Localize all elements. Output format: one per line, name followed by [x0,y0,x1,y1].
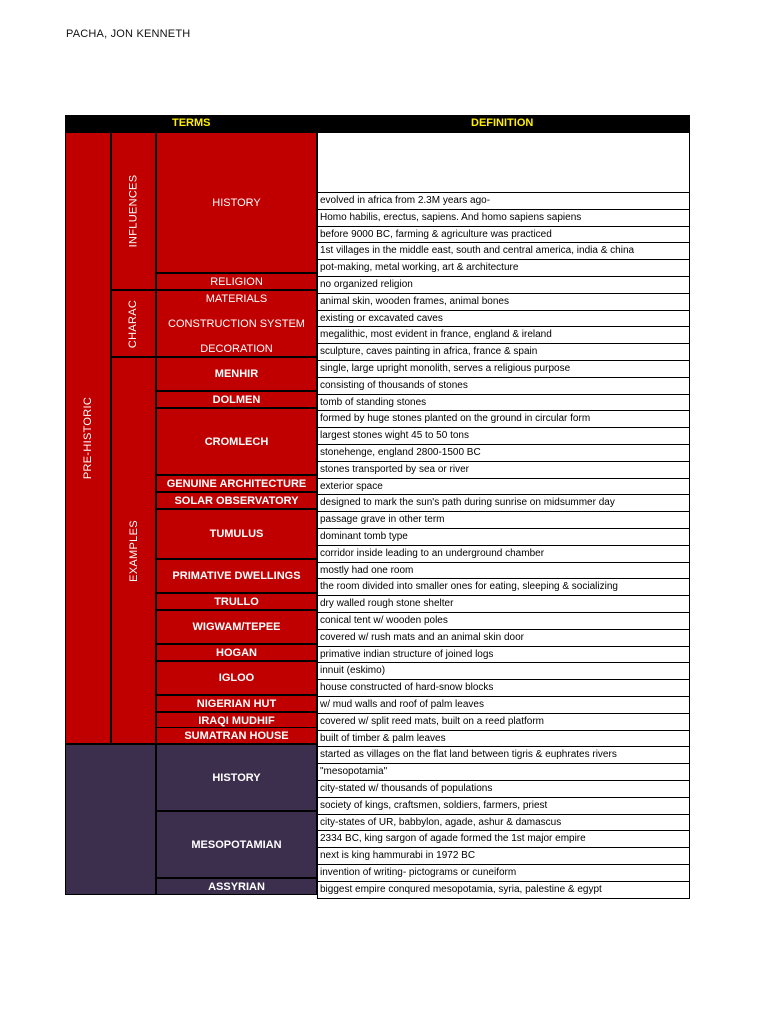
section-influences [111,132,156,290]
term-primative-dwellings [156,559,317,593]
definition-row: single, large upright monolith, serves a religious purpose [317,360,690,378]
term-assyrian-label: ASSYRIAN [208,880,265,893]
definition-row: primative indian structure of joined logs [317,646,690,664]
table-header [65,115,690,132]
definition-row: formed by huge stones planted on the ground in circular form [317,410,690,428]
definition-row: corridor inside leading to an underground chamber [317,545,690,563]
definition-row: 1st villages in the middle east, south and central america, india & china [317,242,690,260]
term-charac-group [156,290,317,357]
definition-row: biggest empire conqured mesopotamia, syria, palestine & egypt [317,881,690,899]
term-materials: MATERIALS [205,293,268,305]
definition-blank-header-cell [317,132,690,195]
term-menhir [156,357,317,391]
term-decoration: DECORATION [200,343,273,355]
term-mesopotamian [156,811,317,878]
definition-row: sculpture, caves painting in africa, france & spain [317,343,690,361]
term-wigwam-tepee-label: WIGWAM/TEPEE [192,621,281,633]
author-name: PACHA, JON KENNETH [66,28,191,40]
term-menhir-label: MENHIR [214,368,259,380]
term-construction-system: CONSTRUCTION SYSTEM [168,318,305,330]
section-charac-label: CHARAC [127,299,140,348]
term-trullo [156,593,317,610]
term-hogan-label: HOGAN [216,646,257,659]
term-wigwam-tepee [156,610,317,644]
term-history [156,132,317,273]
definition-row: passage grave in other term [317,511,690,529]
definition-row: covered w/ rush mats and an animal skin door [317,629,690,647]
definition-row: stonehenge, england 2800-1500 BC [317,444,690,462]
term-religion [156,273,317,290]
definition-row: evolved in africa from 2.3M years ago- [317,192,690,210]
section-charac [111,290,156,357]
definition-row: consisting of thousands of stones [317,377,690,395]
term-hogan [156,644,317,661]
term-tumulus-label: TUMULUS [209,528,264,540]
definition-row: the room divided into smaller ones for eating, sleeping & socializing [317,578,690,596]
header-definition: DEFINITION [471,117,534,129]
term-solar-observatory-label: SOLAR OBSERVATORY [174,494,299,507]
term-tumulus [156,509,317,559]
term-sumatran-house-label: SUMATRAN HOUSE [184,729,289,742]
definition-row: innuit (eskimo) [317,662,690,680]
definition-row: before 9000 BC, farming & agriculture was practiced [317,226,690,244]
term-assyrian [156,878,317,895]
term-iraqi-mudhif-label: IRAQI MUDHIF [198,714,275,727]
definition-row: built of timber & palm leaves [317,730,690,748]
definition-row: city-states of UR, babbylon, agade, ashur & damascus [317,814,690,832]
term-primative-dwellings-label: PRIMATIVE DWELLINGS [172,570,301,582]
header-terms: TERMS [172,117,211,129]
definition-row: pot-making, metal working, art & architecture [317,259,690,277]
definition-row: Homo habilis, erectus, sapiens. And homo sapiens sapiens [317,209,690,227]
definition-row: dry walled rough stone shelter [317,595,690,613]
section-examples-label: EXAMPLES [127,519,140,582]
term-trullo-label: TRULLO [214,595,259,608]
definition-row: city-stated w/ thousands of populations [317,780,690,798]
term-igloo-label: IGLOO [218,672,255,684]
term-solar-observatory [156,492,317,509]
section-examples [111,357,156,744]
definition-row: conical tent w/ wooden poles [317,612,690,630]
definition-row: no organized religion [317,276,690,294]
term-genuine-architecture-label: GENUINE ARCHITECTURE [166,477,307,490]
terms-table [65,115,690,895]
era-prehistoric-label: PRE-HISTORIC [82,396,94,480]
definition-row: invention of writing- pictograms or cuneiform [317,864,690,882]
term-cromlech-label: CROMLECH [204,435,269,448]
term-history-label: HISTORY [212,196,261,209]
definition-row: largest stones wight 45 to 50 tons [317,427,690,445]
era-mesopotamia [65,744,156,895]
term-religion-label: RELIGION [210,275,263,288]
definition-row: "mesopotamia" [317,763,690,781]
definition-row: megalithic, most evident in france, england & ireland [317,326,690,344]
definition-row: 2334 BC, king sargon of agade formed the 1st major empire [317,830,690,848]
term-dolmen-label: DOLMEN [212,393,261,406]
term-genuine-architecture [156,475,317,492]
definition-row: exterior space [317,478,690,496]
definition-row: mostly had one room [317,562,690,580]
term-igloo [156,661,317,695]
term-mesopotamian-label: MESOPOTAMIAN [191,838,282,851]
term-meso-history-label: HISTORY [212,771,261,784]
definition-row: w/ mud walls and roof of palm leaves [317,696,690,714]
definition-row: covered w/ split reed mats, built on a reed platform [317,713,690,731]
definition-row: animal skin, wooden frames, animal bones [317,293,690,311]
term-sumatran-house [156,727,317,744]
definition-row: house constructed of hard-snow blocks [317,679,690,697]
definition-row: stones transported by sea or river [317,461,690,479]
definition-row: tomb of standing stones [317,394,690,412]
definition-row: existing or excavated caves [317,310,690,328]
definition-row: society of kings, craftsmen, soldiers, farmers, priest [317,797,690,815]
term-meso-history [156,744,317,811]
definition-row: next is king hammurabi in 1972 BC [317,847,690,865]
term-dolmen [156,391,317,408]
definition-row: started as villages on the flat land between tigris & euphrates rivers [317,746,690,764]
era-prehistoric [65,132,111,744]
term-nigerian-hut-label: NIGERIAN HUT [196,697,277,710]
term-nigerian-hut [156,695,317,712]
term-cromlech [156,408,317,475]
definition-row: dominant tomb type [317,528,690,546]
section-influences-label: INFLUENCES [127,174,140,248]
definition-row: designed to mark the sun's path during sunrise on midsummer day [317,494,690,512]
